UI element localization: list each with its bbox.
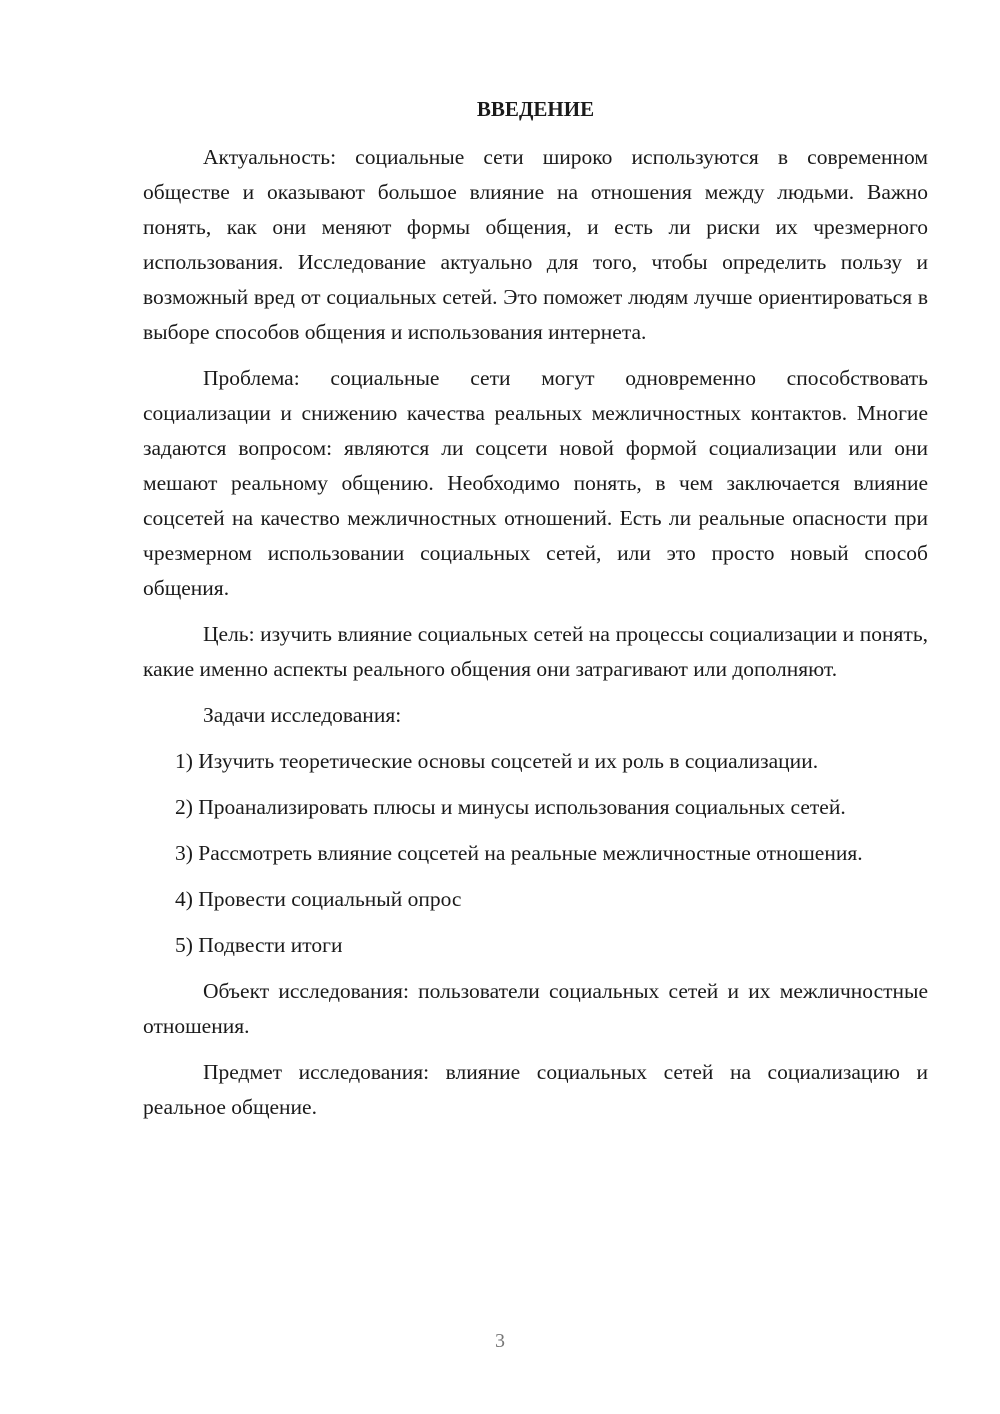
task-item: 1) Изучить теоретические основы соцсетей и их роль в социализации. (175, 749, 819, 773)
paragraph-relevance: Актуальность: социальные сети широко используются в современном обществе и оказывают большое влияние на отношения между людьми. Важно понять, как они меняют формы общения, и есть ли риски их чрезмерного использования. Исследование актуально для того, чтобы определить пользу и возможный вред от социальных сетей. Это поможет людям лучше ориентироваться в выборе способов общения и использования интернета. (143, 145, 928, 344)
paragraph-object: Объект исследования: пользователи социальных сетей и их межличностные отношения. (143, 979, 928, 1038)
task-item: 4) Провести социальный опрос (175, 887, 462, 911)
paragraph-goal: Цель: изучить влияние социальных сетей на процессы социализации и понять, какие именно аспекты реального общения они затрагивают или дополняют. (143, 622, 928, 681)
paragraph-subject: Предмет исследования: влияние социальных сетей на социализацию и реальное общение. (143, 1060, 928, 1119)
task-item: 2) Проанализировать плюсы и минусы использования социальных сетей. (175, 795, 846, 819)
page-number: 3 (495, 1330, 505, 1352)
task-item: 5) Подвести итоги (175, 933, 343, 957)
paragraph-tasks-intro: Задачи исследования: (203, 703, 402, 727)
section-heading: ВВЕДЕНИЕ (476, 97, 595, 121)
document-page (143, 92, 928, 1136)
task-item: 3) Рассмотреть влияние соцсетей на реальные межличностные отношения. (175, 841, 863, 865)
paragraph-problem: Проблема: социальные сети могут одновременно способствовать социализации и снижению качества реальных межличностных контактов. Многие задаются вопросом: являются ли соцсети новой формой социализации или они мешают реальному общению. Необходимо понять, в чем заключается влияние соцсетей на качество межличностных отношений. Есть ли реальные опасности при чрезмерном использовании социальных сетей, или это просто новый способ общения. (143, 366, 928, 600)
task-list (143, 744, 928, 963)
